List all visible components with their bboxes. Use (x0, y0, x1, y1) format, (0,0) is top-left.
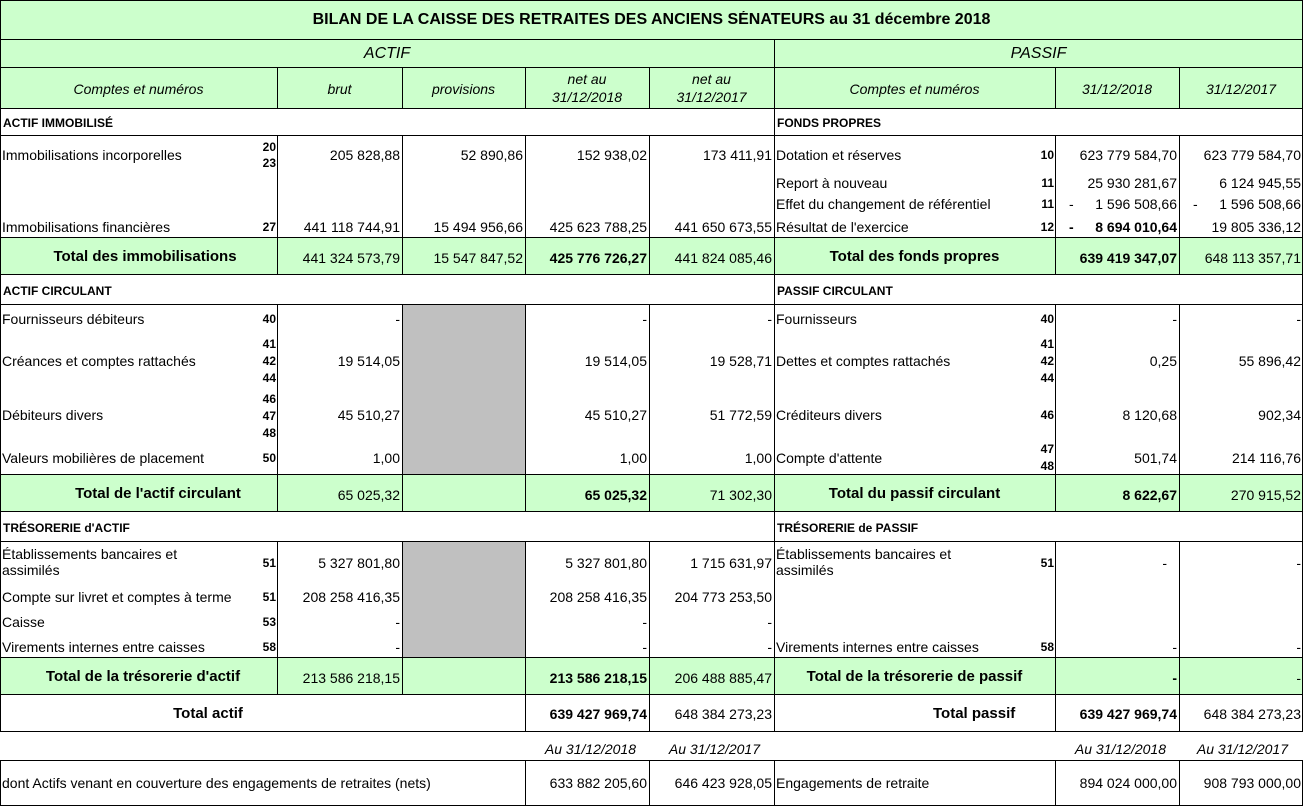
value-2018: 25 930 281,67 (1087, 175, 1177, 191)
col-2017: 31/12/2017 (1205, 81, 1277, 97)
total-brut: 65 025,32 (337, 487, 400, 503)
footer-actif-2018: 633 882 205,60 (549, 775, 647, 791)
total-actif-label: Total actif (173, 706, 243, 722)
row-label: Dettes et comptes rattachés (776, 353, 951, 369)
footer-au-2017-passif: Au 31/12/2017 (1196, 741, 1288, 757)
value-net-2017: 19 528,71 (709, 353, 772, 369)
value-net-2018: 1,00 (619, 450, 647, 466)
value-brut: - (395, 614, 400, 630)
account-code: 44 (1040, 371, 1054, 385)
value-net-2018: 19 514,05 (584, 353, 647, 369)
col-provisions: provisions (431, 81, 496, 97)
value-net-2018: - (642, 614, 647, 630)
row-label: Valeurs mobilières de placement (2, 450, 205, 466)
account-code: 47 (262, 409, 276, 423)
row-label: Fournisseurs (776, 311, 857, 327)
total-2018: - (1172, 670, 1177, 686)
total-2017: 270 915,52 (1230, 487, 1301, 503)
row-label: Report à nouveau (776, 175, 888, 191)
section-passif-circulant: PASSIF CIRCULANT (777, 284, 893, 298)
total-actif-2018: 639 427 969,74 (549, 706, 647, 722)
value-2017: 55 896,42 (1238, 353, 1301, 369)
section-fonds-propres: FONDS PROPRES (777, 116, 882, 130)
total-label: Total de la trésorerie de passif (806, 669, 1023, 685)
account-code: 51 (262, 590, 276, 604)
value-2018: 8 120,68 (1122, 407, 1177, 423)
row-label: Débiteurs divers (2, 407, 104, 423)
account-code: 11 (1041, 176, 1054, 190)
value-2017: 6 124 945,55 (1219, 175, 1301, 191)
account-code: 42 (1040, 354, 1054, 368)
passif-header: PASSIF (1010, 45, 1067, 62)
value-2017: 902,34 (1258, 407, 1301, 423)
negative-sign: - (1069, 196, 1074, 212)
account-code: 10 (1040, 148, 1054, 162)
value-2017: - (1296, 639, 1301, 655)
value-2017: - (1296, 555, 1301, 571)
total-passif-2018: 639 427 969,74 (1079, 706, 1177, 722)
row-label: Résultat de l'exercice (776, 219, 909, 235)
row-label: Compte d'attente (776, 450, 883, 466)
value-2017: 19 805 336,12 (1211, 219, 1301, 235)
value-2017: 623 779 584,70 (1203, 147, 1301, 163)
value-net-2018: 152 938,02 (576, 147, 647, 163)
row-label: Immobilisations financières (2, 219, 171, 235)
account-code: 40 (1040, 312, 1054, 326)
total-2018: 639 419 347,07 (1079, 250, 1177, 266)
account-code: 41 (1040, 337, 1054, 351)
account-code: 53 (262, 615, 276, 629)
col-net2017-a: net au (692, 71, 731, 87)
row-label: Caisse (2, 614, 45, 630)
row-label: Dotation et réserves (776, 147, 902, 163)
row-label: Établissements bancaires et assimilés (776, 546, 952, 578)
value-net-2017: 1 715 631,97 (690, 555, 772, 571)
account-code: 58 (262, 640, 276, 654)
col-net2018-a: net au (567, 71, 607, 87)
value-2018: - (1172, 639, 1177, 655)
total-label: Total de la trésorerie d'actif (45, 669, 241, 685)
page-title: BILAN DE LA CAISSE DES RETRAITES DES ANCIENS SÉNATEURS au 31 décembre 2018 (312, 11, 991, 28)
row-label: Établissements bancaires et assimilés (2, 546, 178, 578)
total-brut: 441 324 573,79 (302, 250, 400, 266)
account-code: 58 (1040, 640, 1054, 654)
footer-au-2018: Au 31/12/2018 (544, 741, 636, 757)
row-label: Créditeurs divers (776, 407, 882, 423)
value-net-2018: 208 258 416,35 (549, 589, 647, 605)
col-comptes-passif: Comptes et numéros (849, 81, 980, 97)
value-net-2017: 204 773 253,50 (674, 589, 772, 605)
value-2018: 501,74 (1134, 450, 1177, 466)
account-code: 48 (262, 426, 276, 440)
negative-sign: - (1193, 196, 1198, 212)
total-label: Total du passif circulant (828, 486, 1001, 502)
account-code: 20 (262, 140, 276, 154)
value-2018: - (1162, 555, 1167, 571)
value-net-2017: - (767, 614, 772, 630)
value-net-2017: - (767, 639, 772, 655)
value-brut: - (395, 311, 400, 327)
col-brut: brut (327, 81, 352, 97)
account-code: 46 (1040, 408, 1054, 422)
value-brut: 5 327 801,80 (318, 555, 400, 571)
value-net-2017: - (767, 311, 772, 327)
account-code: 23 (262, 156, 276, 170)
row-label: Compte sur livret et comptes à terme (2, 589, 232, 605)
row-label: Effet du changement de référentiel (776, 196, 991, 212)
section-tresorerie-passif: TRÉSORERIE de PASSIF (777, 521, 919, 535)
value-net-2017: 1,00 (744, 450, 772, 466)
col-net2018-b: 31/12/2018 (551, 89, 623, 105)
value-net-2018: - (642, 639, 647, 655)
value-2018: 623 779 584,70 (1079, 147, 1177, 163)
row-label: Fournisseurs débiteurs (2, 311, 145, 327)
col-comptes-actif: Comptes et numéros (73, 81, 204, 97)
footer-actif-2017: 646 423 928,05 (674, 775, 772, 791)
total-label: Total des immobilisations (53, 249, 237, 265)
value-net-2017: 441 650 673,55 (674, 219, 772, 235)
section-tresorerie-actif: TRÉSORERIE d'ACTIF (3, 521, 130, 535)
total-net-2017: 71 302,30 (709, 487, 772, 503)
actif-header: ACTIF (363, 45, 411, 62)
value-2018: 0,25 (1149, 353, 1177, 369)
provisions-gray-tresorerie (402, 542, 525, 658)
account-code: 42 (262, 354, 276, 368)
footer-au-2017: Au 31/12/2017 (668, 741, 760, 757)
col-net2017-b: 31/12/2017 (676, 89, 747, 105)
account-code: 12 (1040, 220, 1054, 234)
total-net-2018: 425 776 726,27 (549, 250, 647, 266)
footer-actif-label: dont Actifs venant en couverture des engagements de retraites (nets) (2, 775, 431, 791)
account-code: 50 (262, 451, 276, 465)
total-net-2018: 65 025,32 (584, 487, 647, 503)
total-2018: 8 622,67 (1122, 487, 1177, 503)
total-actif-2017: 648 384 273,23 (674, 706, 772, 722)
value-net-2018: 5 327 801,80 (565, 555, 647, 571)
provisions-gray-circulant (402, 305, 525, 475)
total-provisions: 15 547 847,52 (433, 250, 523, 266)
total-brut: 213 586 218,15 (302, 670, 400, 686)
value-brut: 1,00 (372, 450, 400, 466)
account-code: 40 (262, 312, 276, 326)
account-code: 41 (262, 337, 276, 351)
section-actif-circulant: ACTIF CIRCULANT (3, 284, 112, 298)
row-label: Créances et comptes rattachés (2, 353, 196, 369)
value-brut: 441 118 744,91 (303, 219, 400, 235)
value-brut: 205 828,88 (329, 147, 400, 163)
account-code: 47 (1040, 442, 1054, 456)
account-code: 44 (262, 371, 276, 385)
value-provisions: 52 890,86 (460, 147, 523, 163)
value-brut: 208 258 416,35 (302, 589, 400, 605)
total-passif-label: Total passif (933, 706, 1016, 722)
value-2018: 8 694 010,64 (1095, 219, 1177, 235)
total-net-2017: 441 824 085,46 (674, 250, 772, 266)
row-label: Immobilisations incorporelles (2, 147, 182, 163)
row-label: Virements internes entre caisses (2, 639, 205, 655)
value-2017: 214 116,76 (1231, 450, 1301, 466)
account-code: 27 (262, 220, 276, 234)
account-code: 46 (262, 392, 276, 406)
footer-passif-2018: 894 024 000,00 (1079, 775, 1177, 791)
total-net-2017: 206 488 885,47 (674, 670, 772, 686)
total-label: Total de l'actif circulant (75, 486, 241, 502)
value-brut: - (395, 639, 400, 655)
value-provisions: 15 494 956,66 (433, 219, 523, 235)
total-passif-2017: 648 384 273,23 (1203, 706, 1301, 722)
account-code: 51 (262, 556, 276, 570)
account-code: 48 (1040, 459, 1054, 473)
account-code: 11 (1041, 197, 1054, 211)
section-actif-immobilise: ACTIF IMMOBILISÉ (3, 116, 113, 130)
footer-au-2018-passif: Au 31/12/2018 (1074, 741, 1166, 757)
total-2017: 648 113 357,71 (1204, 250, 1301, 266)
total-net-2018: 213 586 218,15 (549, 670, 647, 686)
footer-passif-2017: 908 793 000,00 (1203, 775, 1301, 791)
value-brut: 19 514,05 (337, 353, 400, 369)
row-label: Virements internes entre caisses (776, 639, 979, 655)
value-brut: 45 510,27 (337, 407, 400, 423)
value-net-2017: 51 772,59 (709, 407, 772, 423)
col-2018: 31/12/2018 (1081, 81, 1153, 97)
value-2017: - (1296, 311, 1301, 327)
value-net-2018: 425 623 788,25 (549, 219, 647, 235)
total-2017: - (1296, 670, 1301, 686)
value-2017: 1 596 508,66 (1219, 196, 1301, 212)
value-2018: 1 596 508,66 (1095, 196, 1177, 212)
value-net-2017: 173 411,91 (702, 147, 772, 163)
account-code: 51 (1040, 556, 1054, 570)
value-2018: - (1172, 311, 1177, 327)
negative-sign: - (1069, 219, 1074, 235)
total-label: Total des fonds propres (829, 249, 1000, 265)
value-net-2018: - (642, 311, 647, 327)
footer-passif-label: Engagements de retraite (776, 775, 930, 791)
value-net-2018: 45 510,27 (584, 407, 647, 423)
